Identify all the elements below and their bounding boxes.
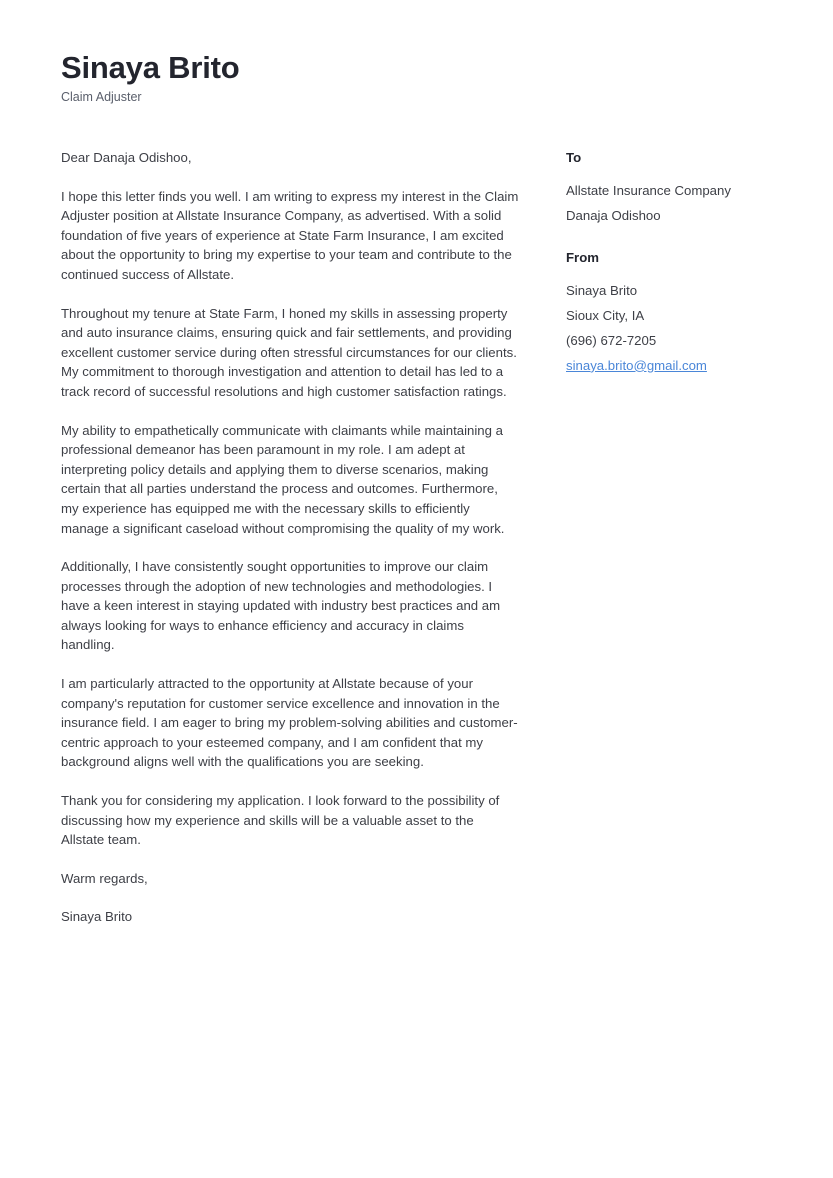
letter-header (61, 50, 761, 105)
letter-body (61, 148, 519, 927)
body-paragraph: Thank you for considering my application. I look forward to the possibility of discussing how my experience and skills will be a valuable asset to the Allstate team. (61, 793, 500, 848)
salutation: Dear Danaja Odishoo, (61, 150, 192, 165)
closing-salutation: Warm regards, (61, 870, 148, 886)
to-heading: To (566, 150, 582, 165)
letter-sidebar (566, 148, 772, 378)
sender-location: Sioux City, IA (566, 307, 645, 323)
body-paragraph: Additionally, I have consistently sought opportunities to improve our claim processes through the adoption of new technologies and methodologies. I have a keen interest in staying updated with industry best practices and am always looking for ways to enhance efficiency and accuracy in claims handling. (61, 559, 501, 653)
from-heading: From (566, 249, 599, 265)
sender-email-link[interactable]: sinaya.brito@gmail.com (566, 357, 707, 373)
page-title: Sinaya Brito (61, 50, 240, 85)
body-paragraph: I am particularly attracted to the opportunity at Allstate because of your company's reputation for customer service excellence and innovation in the insurance field. I am eager to bring my problem-solving abilities and customer-centric approach to your esteemed company, and I am confident that my background aligns well with the qualifications you are seeking. (61, 676, 518, 770)
body-paragraph: I hope this letter finds you well. I am writing to express my interest in the Claim Adjuster position at Allstate Insurance Company, as advertised. With a solid foundation of five years of experience at State Farm Insurance, I am excited about the opportunity to bring my expertise to your team and contribute to the continued success of Allstate. (61, 188, 519, 282)
sender-name: Sinaya Brito (566, 282, 638, 298)
body-paragraph: My ability to empathetically communicate with claimants while maintaining a professional demeanor has been paramount in my role. I am adept at interpreting policy details and applying them to diverse scenarios, making certain that all parties understand the process and outcomes. Furthermore, my experience has equipped me with the necessary skills to efficiently manage a significant caseload without compromising the quality of my work. (61, 422, 505, 536)
sender-block (566, 250, 772, 378)
sender-phone: (696) 672-7205 (566, 332, 657, 348)
body-paragraph: Throughout my tenure at State Farm, I honed my skills in assessing property and auto insurance claims, ensuring quick and fair settlements, and providing excellent customer service during often stressful circumstances for our clients. My commitment to thorough investigation and attention to detail has led to a track record of successful resolutions and high customer satisfaction ratings. (61, 305, 517, 399)
recipient-block (566, 150, 772, 228)
signature-name: Sinaya Brito (61, 909, 133, 925)
recipient-name: Danaja Odishoo (566, 207, 661, 223)
letter-content (61, 148, 772, 927)
job-title: Claim Adjuster (61, 89, 142, 104)
recipient-company: Allstate Insurance Company (566, 182, 731, 198)
